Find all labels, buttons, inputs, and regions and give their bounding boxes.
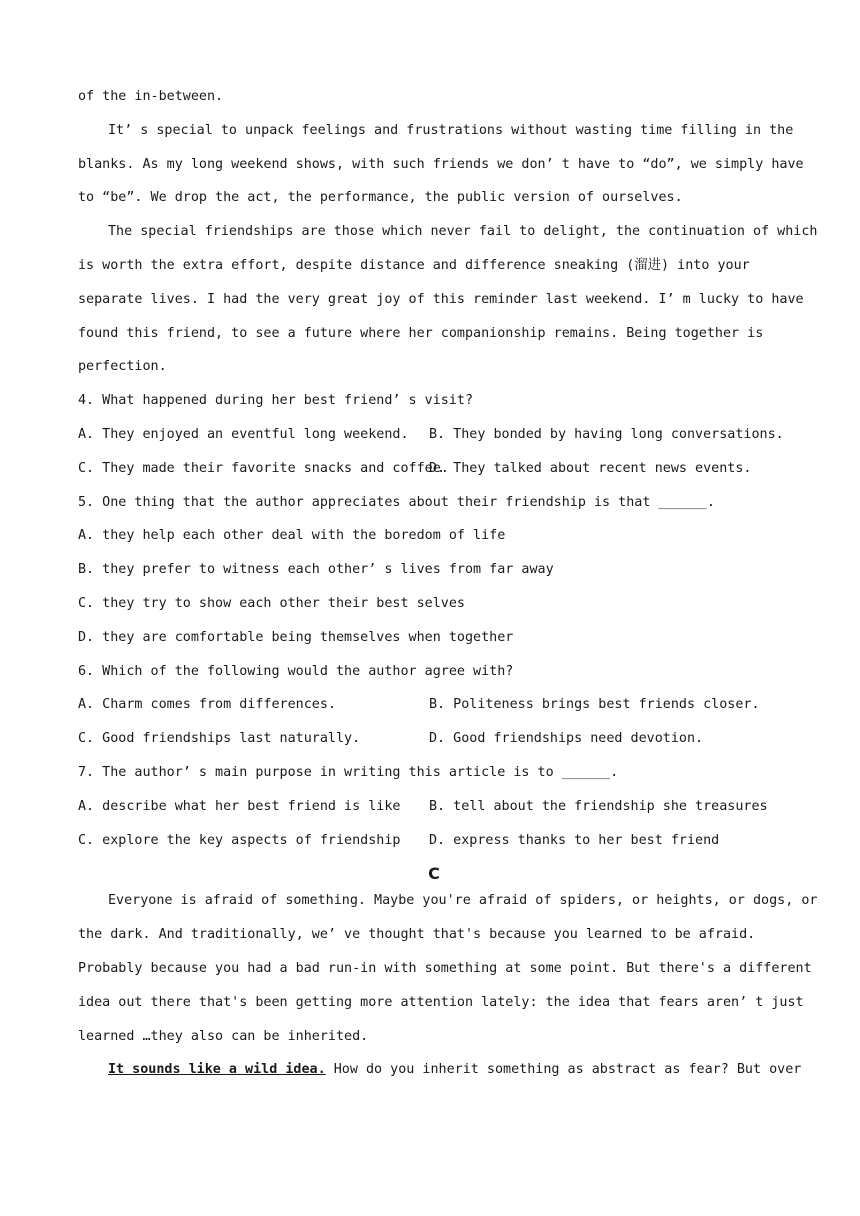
text-line: of the in-between. bbox=[78, 89, 224, 104]
question-5 bbox=[78, 490, 790, 659]
option-c: C. They made their favorite snacks and coffee. bbox=[78, 460, 449, 476]
document-content bbox=[78, 84, 818, 1091]
text-line: separate lives. I had the very great joy of this reminder last weekend. I’ m lucky to have bbox=[78, 291, 804, 307]
sentence-continuation: How do you inherit something as abstract as fear? But over bbox=[325, 1062, 802, 1078]
question-stem: 4. What happened during her best friend’ s visit? bbox=[78, 393, 474, 409]
text-line: The special friendships are those which never fail to delight, the continuation of which bbox=[108, 224, 818, 240]
option-a: A. they help each other deal with the boredom of life bbox=[78, 528, 506, 544]
options-row bbox=[78, 456, 790, 490]
option-d: D. express thanks to her best friend bbox=[429, 832, 720, 848]
text-line: blanks. As my long weekend shows, with such friends we don’ t have to “do”, we simply have bbox=[78, 156, 804, 172]
options-row bbox=[78, 828, 790, 862]
passage-b bbox=[78, 84, 818, 388]
option-a: A. describe what her best friend is like bbox=[78, 798, 401, 814]
text-line: Probably because you had a bad run-in with something at some point. But there's a different bbox=[78, 960, 812, 976]
option-a: A. They enjoyed an eventful long weekend. bbox=[78, 426, 409, 442]
text-line: learned …they also can be inherited. bbox=[78, 1028, 369, 1044]
question-7 bbox=[78, 760, 790, 861]
passage-c bbox=[78, 888, 818, 1091]
text-line: is worth the extra effort, despite distance and difference sneaking (溜进) into your bbox=[78, 257, 750, 273]
question-stem: 5. One thing that the author appreciates about their friendship is that ______. bbox=[78, 494, 715, 510]
options-row bbox=[78, 692, 790, 726]
text-line bbox=[78, 1057, 802, 1091]
option-b: B. They bonded by having long conversations. bbox=[429, 426, 784, 442]
text-line: the dark. And traditionally, we’ ve thought that's because you learned to be afraid. bbox=[78, 927, 756, 943]
question-4 bbox=[78, 388, 790, 489]
text-line: idea out there that's been getting more attention lately: the idea that fears aren’ t just bbox=[78, 994, 804, 1010]
text-line: to “be”. We drop the act, the performance, the public version of ourselves. bbox=[78, 190, 683, 206]
option-d: D. They talked about recent news events. bbox=[429, 460, 752, 476]
question-6 bbox=[78, 659, 790, 760]
option-b: B. tell about the friendship she treasures bbox=[429, 798, 768, 814]
options-row bbox=[78, 794, 790, 828]
option-d: D. they are comfortable being themselves when together bbox=[78, 629, 514, 645]
options-row bbox=[78, 726, 790, 760]
text-line: perfection. bbox=[78, 359, 167, 375]
text-line: Everyone is afraid of something. Maybe you're afraid of spiders, or heights, or dogs, or bbox=[108, 893, 818, 909]
options-row bbox=[78, 422, 790, 456]
question-stem: 7. The author’ s main purpose in writing this article is to ______. bbox=[78, 764, 619, 780]
option-b: B. they prefer to witness each other’ s lives from far away bbox=[78, 562, 554, 578]
option-a: A. Charm comes from differences. bbox=[78, 697, 336, 713]
option-c: C. they try to show each other their best selves bbox=[78, 595, 465, 611]
option-b: B. Politeness brings best friends closer. bbox=[429, 697, 760, 713]
question-stem: 6. Which of the following would the author agree with? bbox=[78, 663, 514, 679]
text-line: It’ s special to unpack feelings and frustrations without wasting time filling in the bbox=[108, 122, 794, 138]
option-c: C. explore the key aspects of friendship bbox=[78, 832, 401, 848]
option-c: C. Good friendships last naturally. bbox=[78, 731, 361, 747]
section-heading: C bbox=[428, 864, 440, 884]
underlined-phrase: It sounds like a wild idea. bbox=[108, 1062, 326, 1078]
option-d: D. Good friendships need devotion. bbox=[429, 731, 704, 747]
text-line: found this friend, to see a future where her companionship remains. Being together is bbox=[78, 325, 764, 341]
